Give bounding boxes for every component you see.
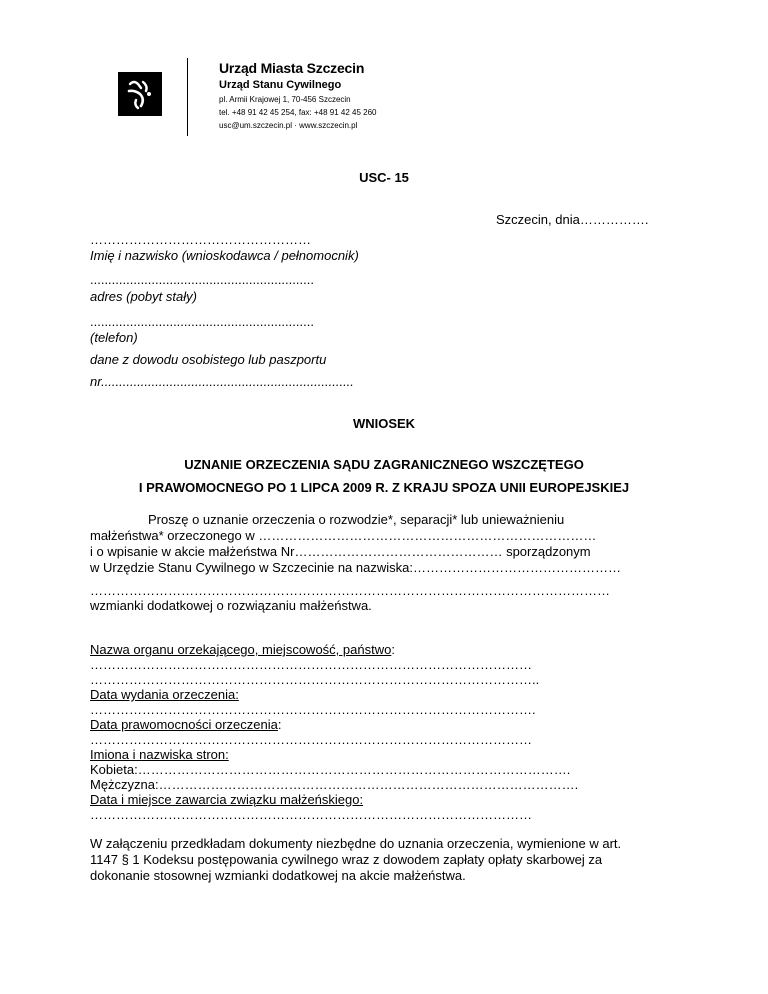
authority-dots-2: ………………………………………………………………………………………….. <box>90 672 540 687</box>
subtitle-line-2: I PRAWOMOCNEGO PO 1 LIPCA 2009 R. Z KRAJU SPOZA UNII EUROPEJSKIEJ <box>138 480 630 495</box>
final-date-dots: ………………………………………………………………………………………… <box>90 732 532 747</box>
request-line-3: i o wpisanie w akcie małżeństwa Nr………………………………………… sporządzonym <box>90 544 591 559</box>
authority-label: Nazwa organu orzekającego, miejscowość, państwo <box>90 642 392 657</box>
org-name: Urząd Miasta Szczecin <box>219 60 365 76</box>
marriage-dots: ………………………………………………………………………………………… <box>90 807 532 822</box>
final-date-colon: : <box>277 717 282 732</box>
attachment-line-1: W załączeniu przedkładam dokumenty niezbędne do uznania orzeczenia, wymienione w art. <box>90 836 622 851</box>
woman-field: Kobieta:………………………………………………………………………………………. <box>90 762 571 777</box>
name-dots: …………………………………………… <box>90 232 311 247</box>
authority-field <box>90 642 395 657</box>
address-label: adres (pobyt stały) <box>90 289 197 304</box>
id-label: dane z dowodu osobistego lub paszportu <box>90 352 327 367</box>
city-logo-icon <box>118 72 162 116</box>
man-field: Mężczyzna:……………………………………………………………………………………. <box>90 777 579 792</box>
form-code: USC- 15 <box>359 170 409 185</box>
issue-date-dots: …………………………………………………………………………………………. <box>90 702 536 717</box>
request-line-1: Proszę o uznanie orzeczenia o rozwodzie*, separacji* lub unieważnieniu <box>148 512 565 527</box>
request-line-2: małżeństwa* orzeczonego w …………………………………………………………………… <box>90 528 597 543</box>
phone-label: (telefon) <box>90 330 138 345</box>
final-date-label: Data prawomocności orzeczenia <box>90 717 278 732</box>
attachment-line-3: dokonanie stosownej wzmianki dodatkowej na akcie małżeństwa. <box>90 868 466 883</box>
office-name: Urząd Stanu Cywilnego <box>219 79 342 91</box>
final-date-field <box>90 717 282 732</box>
header-divider <box>187 58 188 136</box>
authority-dots-1: ………………………………………………………………………………………… <box>90 657 532 672</box>
office-contact: usc@um.szczecin.pl · www.szczecin.pl <box>219 121 358 130</box>
authority-colon: : <box>391 642 395 657</box>
document-title: WNIOSEK <box>352 416 416 431</box>
marriage-label: Data i miejsce zawarcia związku małżeńskiego: <box>90 792 364 807</box>
request-line-4: w Urzędzie Stanu Cywilnego w Szczecinie na nazwiska:………………………………………… <box>90 560 621 575</box>
letterhead <box>219 61 376 130</box>
id-number: nr...................................................................... <box>90 374 354 389</box>
place-date: Szczecin, dnia……………. <box>496 212 649 227</box>
phone-dots: .............................................................. <box>90 314 314 329</box>
address-dots: .............................................................. <box>90 272 314 287</box>
office-phone: tel. +48 91 42 45 254, fax: +48 91 42 45 260 <box>219 108 377 117</box>
subtitle-line-1: UZNANIE ORZECZENIA SĄDU ZAGRANICZNEGO WSZCZĘTEGO <box>184 457 584 472</box>
parties-label: Imiona i nazwiska stron: <box>90 747 229 762</box>
name-label: Imię i nazwisko (wnioskodawca / pełnomocnik) <box>90 248 359 263</box>
request-line-5: ………………………………………………………………………………………………………… <box>90 583 610 598</box>
issue-date-label: Data wydania orzeczenia: <box>90 687 239 702</box>
request-line-6: wzmianki dodatkowej o rozwiązaniu małżeństwa. <box>90 598 372 613</box>
attachment-line-2: 1147 § 1 Kodeksu postępowania cywilnego wraz z dowodem zapłaty opłaty skarbowej za <box>90 852 603 867</box>
office-address: pl. Armii Krajowej 1, 70-456 Szczecin <box>219 95 351 104</box>
city-logo <box>118 72 162 116</box>
